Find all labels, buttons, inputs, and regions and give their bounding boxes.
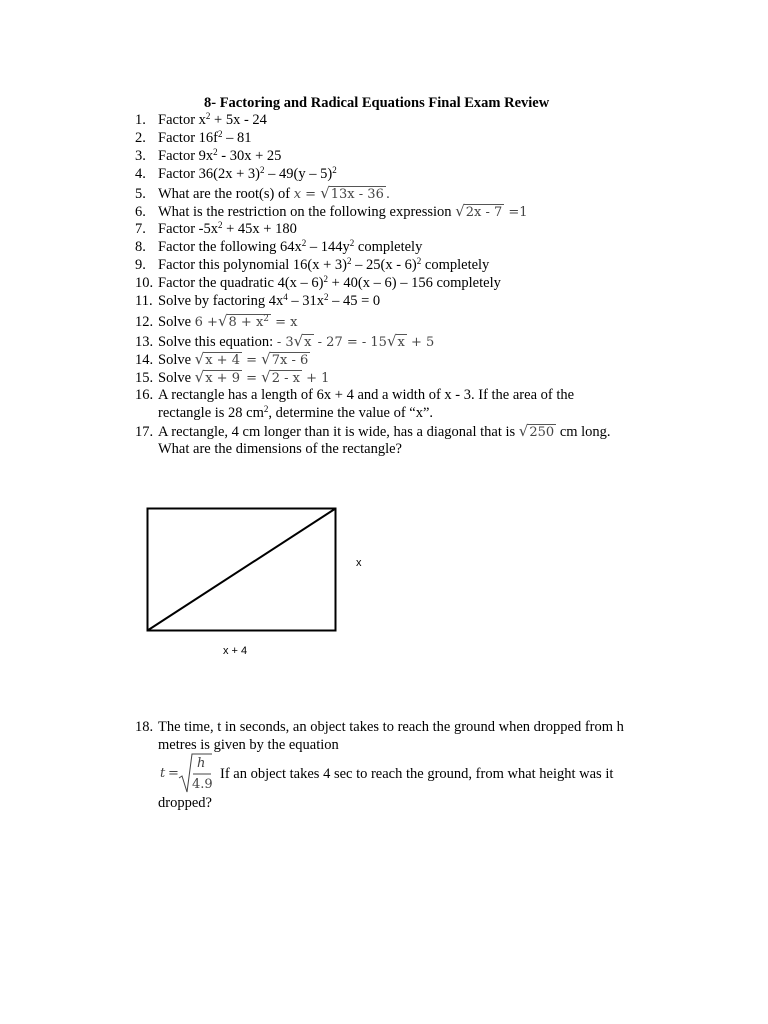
question-17-continued: What are the dimensions of the rectangle? xyxy=(158,441,402,457)
question-text: cm long. xyxy=(556,424,611,440)
radicand: 7x - 6 xyxy=(271,353,309,368)
exponent: 2 xyxy=(263,404,269,414)
question-number: 8. xyxy=(135,239,146,255)
math-operator: = xyxy=(241,353,262,368)
math-variable: x xyxy=(293,187,302,202)
question-16 xyxy=(135,386,574,404)
question-10 xyxy=(135,274,501,292)
question-number: 11. xyxy=(135,293,153,309)
radicand: x xyxy=(304,335,312,350)
question-text: What is the restriction on the following expression xyxy=(158,204,456,220)
sqrt-symbol: √ xyxy=(194,350,205,368)
rectangle-diagram xyxy=(146,507,338,634)
question-number: 15. xyxy=(135,370,154,386)
question-text: + 5x - 24 xyxy=(210,112,267,128)
math-operator: = xyxy=(301,187,317,202)
exponent: 2 xyxy=(323,274,328,284)
math-term: + 5 xyxy=(406,335,435,350)
question-text: Solve by factoring 4x xyxy=(158,293,284,309)
sqrt-symbol: √ xyxy=(293,332,304,350)
radicand: 250 xyxy=(529,425,555,440)
question-number: 18. xyxy=(135,719,154,735)
math-term: - 27 = - 15 xyxy=(313,335,387,350)
question-number: 9. xyxy=(135,257,146,273)
math-operator: =1 xyxy=(504,205,528,220)
question-text: Factor 36(2x + 3) xyxy=(158,166,261,182)
question-text: rectangle is 28 cm xyxy=(158,405,264,421)
question-13 xyxy=(135,332,434,350)
question-12 xyxy=(135,312,298,330)
question-text: Solve xyxy=(158,370,195,386)
sqrt-symbol: √ xyxy=(261,350,271,368)
rectangle-diagonal xyxy=(148,509,336,631)
exponent: 2 xyxy=(416,256,422,266)
radicand: 2x - 7 xyxy=(465,205,503,220)
sqrt-symbol: √ xyxy=(217,312,228,330)
exponent: 2 xyxy=(349,238,355,248)
question-18-continued: metres is given by the equation xyxy=(158,737,339,753)
math-operator: = xyxy=(241,371,262,386)
question-text: – 49(y – 5) xyxy=(264,166,333,182)
sqrt-symbol: √ xyxy=(194,368,205,386)
question-number: 13. xyxy=(135,334,154,350)
question-7 xyxy=(135,220,297,238)
exponent: 4 xyxy=(283,292,288,302)
question-number: 4. xyxy=(135,166,146,182)
math-term: + 1 xyxy=(301,371,330,386)
question-text: Factor the following 64x xyxy=(158,239,302,255)
radicand: x + 9 xyxy=(205,371,240,386)
exponent: 2 xyxy=(218,129,223,139)
question-text: – 144y xyxy=(306,239,350,255)
exponent: 2 xyxy=(260,165,265,175)
question-text: Factor this polynomial 16(x + 3) xyxy=(158,257,348,273)
question-number: 7. xyxy=(135,221,146,237)
exponent: 2 xyxy=(347,256,352,266)
fraction-numerator: h xyxy=(197,756,206,771)
radicand: $8 + x^2$ xyxy=(228,314,270,330)
length-label: x + 4 xyxy=(223,645,248,657)
math-operator: . xyxy=(385,187,390,202)
question-text: Solve xyxy=(158,352,195,368)
sqrt-symbol: √ xyxy=(455,202,465,220)
question-text: Factor -5x xyxy=(158,221,218,237)
question-9 xyxy=(135,256,489,274)
question-text: – 25(x - 6) xyxy=(351,257,417,273)
exponent: 2 xyxy=(218,220,223,230)
question-text: – 81 xyxy=(222,130,252,146)
exponent: 2 xyxy=(213,147,218,157)
question-text: Solve this equation: xyxy=(158,334,277,350)
question-text: + 45x + 180 xyxy=(222,221,297,237)
question-11 xyxy=(135,292,380,310)
question-text: Factor 16f xyxy=(158,130,218,146)
question-4 xyxy=(135,165,337,183)
math-term: = x xyxy=(271,315,298,330)
question-14 xyxy=(135,350,310,368)
question-text: completely xyxy=(421,257,490,273)
radicand: x + 4 xyxy=(205,353,240,368)
radicand: 13x - 36 xyxy=(330,187,384,202)
question-5 xyxy=(135,184,390,202)
exponent: 2 xyxy=(332,165,337,175)
exponent: 2 xyxy=(205,111,211,121)
question-3 xyxy=(135,147,281,165)
question-text: - 30x + 25 xyxy=(217,148,282,164)
question-number: 10. xyxy=(135,275,154,291)
radicand: 2 - x xyxy=(271,371,300,386)
question-number: 5. xyxy=(135,186,146,202)
question-2 xyxy=(135,129,252,147)
question-number: 12. xyxy=(135,314,154,330)
question-16-continued xyxy=(158,404,433,422)
question-text: The time, t in seconds, an object takes to reach the ground when dropped from h xyxy=(158,719,624,735)
question-number: 17. xyxy=(135,424,154,440)
question-text: Factor the quadratic 4(x – 6) xyxy=(158,275,324,291)
sqrt-symbol: √ xyxy=(261,368,271,386)
question-number: 14. xyxy=(135,352,154,368)
question-1 xyxy=(135,111,267,129)
question-18-text: If an object takes 4 sec to reach the ground, from what height was it xyxy=(220,766,614,782)
question-text: , determine the value of “x”. xyxy=(268,405,434,421)
question-18 xyxy=(135,718,624,736)
question-number: 6. xyxy=(135,204,146,220)
question-number: 3. xyxy=(135,148,146,164)
question-18-end: dropped? xyxy=(158,795,212,811)
question-number: 1. xyxy=(135,112,146,128)
question-text: A rectangle has a length of 6x + 4 and a width of x - 3. If the area of the xyxy=(158,387,575,403)
question-17 xyxy=(135,422,611,440)
math-term: - 3 xyxy=(276,335,294,350)
question-number: 2. xyxy=(135,130,146,146)
question-15 xyxy=(135,368,329,386)
exponent: 2 xyxy=(301,238,307,248)
question-6 xyxy=(135,202,528,220)
sqrt-symbol: √ xyxy=(386,332,397,350)
page-title: 8- Factoring and Radical Equations Final Exam Review xyxy=(204,95,550,111)
width-label: x xyxy=(356,557,362,569)
math-operator: = xyxy=(168,766,179,781)
sqrt-symbol: √ xyxy=(518,422,529,440)
time-equation xyxy=(158,752,218,796)
question-text: completely xyxy=(354,239,423,255)
question-8 xyxy=(135,238,422,256)
fraction-denominator: 4.9 xyxy=(192,777,213,792)
math-term: 6 + xyxy=(194,315,218,330)
math-variable: t xyxy=(160,766,166,781)
question-text: Factor x xyxy=(158,112,206,128)
exponent: 2 xyxy=(324,292,329,302)
question-text: What are the root(s) of xyxy=(158,186,294,202)
question-text: Solve xyxy=(158,314,195,330)
question-text: – 31x xyxy=(287,293,324,309)
question-text: + 40(x – 6) – 156 completely xyxy=(327,275,501,291)
exponent: 2 xyxy=(263,314,270,324)
question-text: A rectangle, 4 cm longer than it is wide, has a diagonal that is xyxy=(158,424,519,440)
question-number: 16. xyxy=(135,387,154,403)
radicand: x xyxy=(397,335,405,350)
question-text: – 45 = 0 xyxy=(328,293,381,309)
question-text: Factor 9x xyxy=(158,148,214,164)
sqrt-symbol: √ xyxy=(320,184,330,202)
